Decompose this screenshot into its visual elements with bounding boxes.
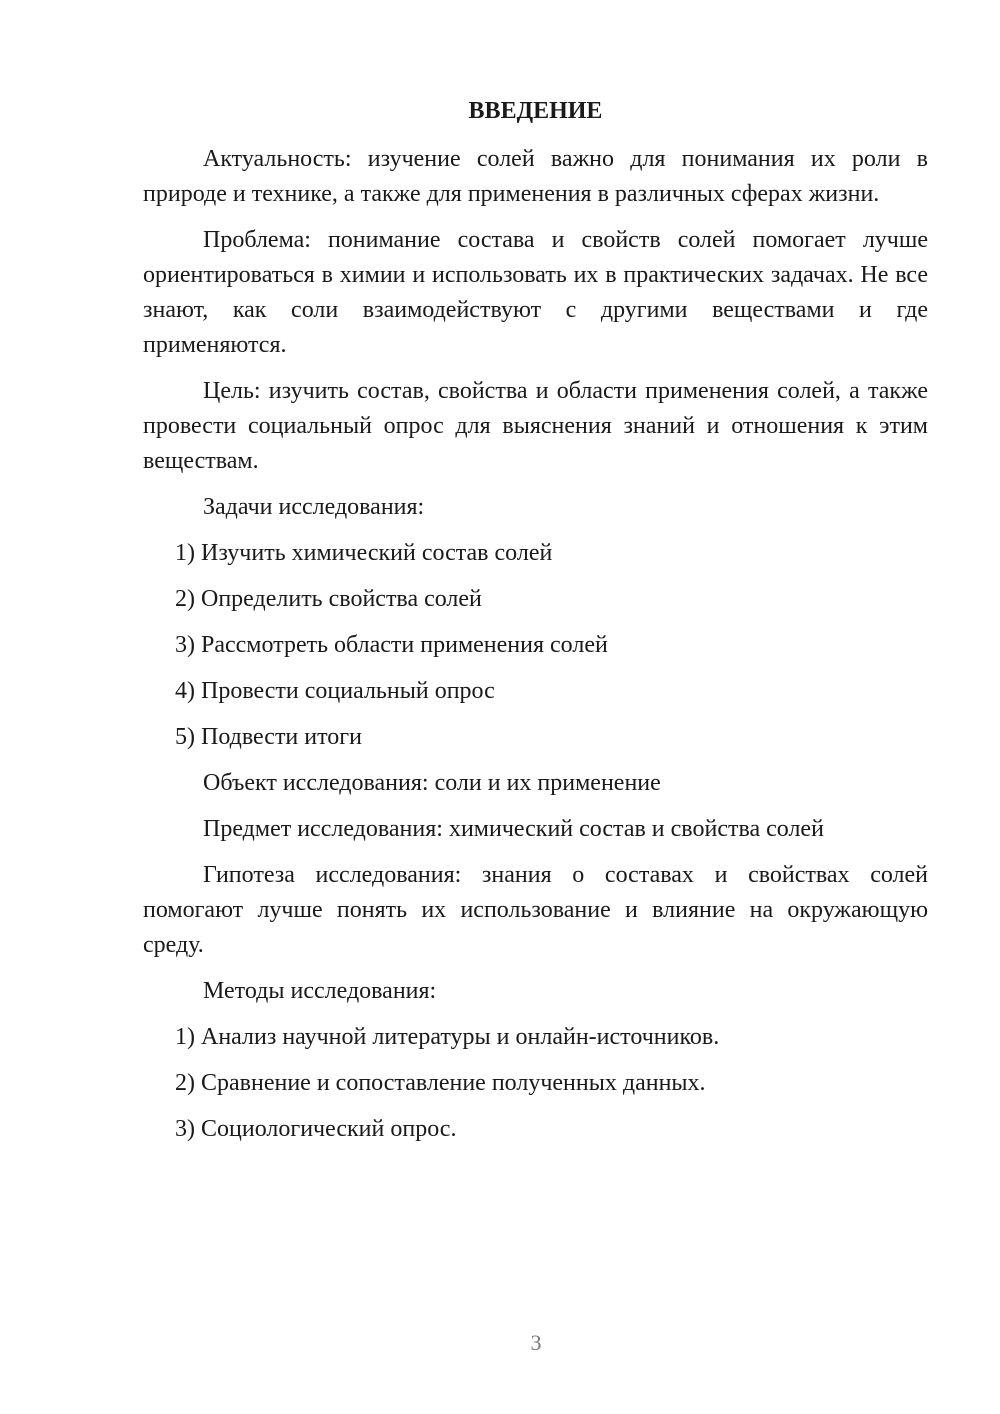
list-item: 2) Определить свойства солей	[175, 586, 482, 612]
page-title: ВВЕДЕНИЕ	[468, 98, 603, 124]
list-item: 4) Провести социальный опрос	[175, 678, 495, 704]
list-item: 1) Изучить химический состав солей	[175, 540, 553, 566]
relevance-paragraph: Актуальность: изучение солей важно для понимания их роли в природе и технике, а также для применения в различных сферах жизни.	[143, 146, 928, 207]
hypothesis-paragraph: Гипотеза исследования: знания о составах и свойствах солей помогают лучше понять их использование и влияние на окружающую среду.	[143, 862, 928, 958]
object-paragraph: Объект исследования: соли и их применение	[203, 770, 661, 796]
list-item: 3) Социологический опрос.	[175, 1116, 457, 1142]
tasks-list	[143, 536, 928, 755]
tasks-title: Задачи исследования:	[203, 494, 425, 520]
list-item: 1) Анализ научной литературы и онлайн-источников.	[175, 1024, 720, 1050]
document-body	[143, 142, 928, 1158]
list-item: 5) Подвести итоги	[175, 724, 362, 750]
subject-paragraph: Предмет исследования: химический состав и свойства солей	[203, 816, 824, 842]
list-item: 3) Рассмотреть области применения солей	[175, 632, 608, 658]
list-item: 2) Сравнение и сопоставление полученных данных.	[175, 1070, 706, 1096]
methods-title: Методы исследования:	[203, 978, 437, 1004]
page-number: 3	[530, 1330, 542, 1355]
methods-list	[143, 1020, 928, 1147]
goal-paragraph: Цель: изучить состав, свойства и области применения солей, а также провести социальный опрос для выяснения знаний и отношения к этим веществам.	[143, 378, 928, 474]
problem-paragraph: Проблема: понимание состава и свойств солей помогает лучше ориентироваться в химии и использовать их в практических задачах. Не все знают, как соли взаимодействуют с другими веществами и где применяются.	[143, 227, 928, 358]
